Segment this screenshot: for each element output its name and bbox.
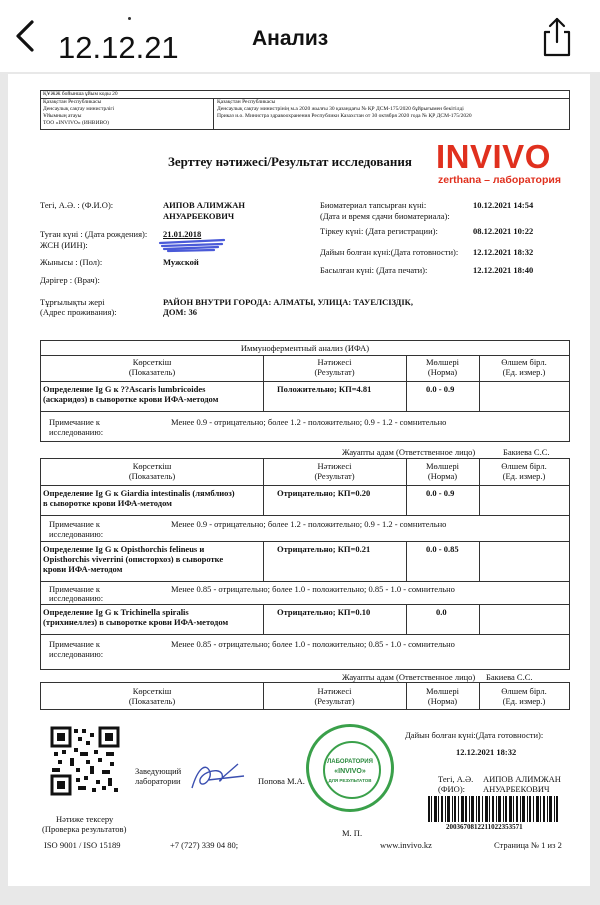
col-header: Өлшем бірл. <box>501 357 547 367</box>
check-label-2: (Проверка результатов) <box>42 824 127 834</box>
fio-2: АНУАРБЕКОВИЧ <box>483 784 550 794</box>
form-code: ҚҰЖЖ бойынша ұйым коды 20 <box>43 91 118 97</box>
note-label: исследованию: <box>49 593 104 603</box>
logo-subtitle <box>438 174 561 186</box>
test-note: Менее 0.85 - отрицательно; более 1.0 - положительно; 0.85 - 1.0 - сомнительно <box>171 584 455 594</box>
col-header: Нәтижесі <box>317 461 352 471</box>
col-header: (Ед. измер.) <box>502 696 546 706</box>
addr-label-2: (Адрес проживания): <box>40 307 117 317</box>
patient-name-1: АИПОВ АЛИМЖАН <box>163 200 246 210</box>
col-header: Мөлшері <box>426 461 459 471</box>
document-title: Зерттеу нәтижесі/Результат исследования <box>168 154 412 169</box>
results-table-3 <box>40 682 570 710</box>
col-header: (Показатель) <box>128 696 176 706</box>
col-header: (Норма) <box>427 367 458 377</box>
patient-sex: Мужской <box>163 257 199 267</box>
lab-stamp <box>306 724 394 812</box>
sex-label: Жынысы : (Пол): <box>40 257 103 267</box>
col-header: Нәтижесі <box>317 357 352 367</box>
responsible-label: Жауапты адам (Ответственное лицо) <box>342 447 476 457</box>
test-name: в сыворотке крови ИФА-методом <box>43 498 172 508</box>
test-note: Менее 0.9 - отрицательно; более 1.2 - положительно; 0.9 - 1.2 - сомнительно <box>171 417 447 427</box>
ready-date: 12.12.2021 18:32 <box>473 247 534 257</box>
section-title: Иммуноферментный анализ (ИФА) <box>240 343 370 353</box>
hdr-right-line: Қазақстан Республикасы <box>217 99 276 105</box>
qr-code <box>50 726 120 796</box>
col-header: (Результат) <box>314 367 355 377</box>
test-name: (трихинеллез) в сыворотке крови ИФА-методом <box>43 617 229 627</box>
page-number: Страница № 1 из 2 <box>494 840 562 850</box>
responsible-name: Бакиева С.С. <box>486 672 533 682</box>
test-result: Отрицательно; КП=0.10 <box>277 607 371 617</box>
col-header: (Показатель) <box>128 471 176 481</box>
document-page <box>8 74 590 886</box>
test-name: Определение Ig G к Giardia intestinalis (лямблиоз) <box>43 488 235 498</box>
col-header: Көрсеткіш <box>132 357 172 367</box>
results-table-2 <box>40 458 570 670</box>
ready-label: Дайын болған күні:(Дата готовности): <box>320 247 459 257</box>
col-header: (Ед. измер.) <box>502 471 546 481</box>
test-note: Менее 0.85 - отрицательно; более 1.0 - положительно; 0.85 - 1.0 - сомнительно <box>171 639 455 649</box>
col-header: Мөлшері <box>426 686 459 696</box>
note-label: Примечание к <box>49 417 101 427</box>
phone-label: +7 (727) 339 04 80; <box>170 840 239 850</box>
results-table-1 <box>40 340 570 442</box>
test-name: Определение Ig G к Opisthorchis felineus и <box>43 544 205 554</box>
col-header: (Результат) <box>314 471 355 481</box>
note-label: Примечание к <box>49 639 101 649</box>
share-icon[interactable] <box>540 16 574 58</box>
status-dot <box>128 17 131 20</box>
test-norm: 0.0 - 0.9 <box>426 488 455 498</box>
test-norm: 0.0 - 0.85 <box>426 544 459 554</box>
test-name: Opisthorchis viverrini (описторхоз) в сыворотке <box>43 554 224 564</box>
hdr-left-line: Денсаулық сақтау министрлігі <box>43 106 115 112</box>
footer-ready-label: Дайын болған күні:(Дата готовности): <box>405 730 544 740</box>
test-name: крови ИФА-методом <box>43 564 123 574</box>
test-note: Менее 0.9 - отрицательно; более 1.2 - положительно; 0.9 - 1.2 - сомнительно <box>171 519 447 529</box>
note-label: Примечание к <box>49 584 101 594</box>
mp-label: М. П. <box>342 828 363 838</box>
bio-date: 10.12.2021 14:54 <box>473 200 534 210</box>
check-label-1: Нәтиже тексеру <box>56 814 114 824</box>
signature <box>188 758 248 794</box>
col-header: (Ед. измер.) <box>502 367 546 377</box>
stamp-text-c: ДЛЯ РЕЗУЛЬТАТОВ <box>328 778 372 783</box>
note-label: исследованию: <box>49 427 104 437</box>
bio-label-1: Биоматериал тапсырған күні: <box>320 200 427 210</box>
logo-sub-b: – лаборатория <box>484 174 561 186</box>
nav-bar <box>0 0 600 72</box>
bio-label-2: (Дата и время сдачи биоматериала): <box>320 211 450 221</box>
test-name: Определение Ig G к Trichinella spiralis <box>43 607 189 617</box>
print-date: 12.12.2021 18:40 <box>473 265 534 275</box>
hdr-right-line: Денсаулық сақтау министрінің м.а 2020 жылғы 30 қазандағы № ҚР ДСМ-175/2020 бұйрығымен бекітілді <box>217 106 464 112</box>
note-label: исследованию: <box>49 529 104 539</box>
hdr-left-line: Қазақстан Республикасы <box>43 99 102 105</box>
col-header: Өлшем бірл. <box>501 686 547 696</box>
test-norm: 0.0 - 0.9 <box>426 384 455 394</box>
test-name: Определение Ig G к ??Ascaris lumbricoides <box>43 384 206 394</box>
test-result: Положительно; КП=4.81 <box>277 384 372 394</box>
col-header: (Норма) <box>427 471 458 481</box>
nav-date: 12.12.21 <box>58 30 179 65</box>
col-header: Нәтижесі <box>317 686 352 696</box>
col-header: Көрсеткіш <box>132 686 172 696</box>
barcode-number: 20036708122110223535​71 <box>446 823 523 831</box>
note-label: исследованию: <box>49 649 104 659</box>
redaction-scribble <box>158 237 228 255</box>
col-header: (Показатель) <box>128 367 176 377</box>
stamp-text-a: ЛАБОРАТОРИЯ <box>327 759 373 765</box>
fio-label-1: Тегі, А.Ә. <box>438 774 474 784</box>
test-result: Отрицательно; КП=0.21 <box>277 544 371 554</box>
patient-addr-1: РАЙОН ВНУТРИ ГОРОДА: АЛМАТЫ, УЛИЦА: ТАУЕЛСІЗДІК, <box>163 297 413 307</box>
responsible-name: Бакиева С.С. <box>503 447 550 457</box>
col-header: (Норма) <box>427 696 458 706</box>
head-label-1: Заведующий <box>135 766 182 776</box>
fio-label-2: (ФИО): <box>438 784 466 794</box>
test-result: Отрицательно; КП=0.20 <box>277 488 371 498</box>
col-header: Мөлшері <box>426 357 459 367</box>
head-name: Попова М.А. <box>258 776 305 786</box>
print-label: Басылған күні: (Дата печати): <box>320 265 428 275</box>
addr-label-1: Тұрғылықты жері <box>40 297 105 307</box>
iin-label: ЖСН (ИИН): <box>40 240 88 250</box>
head-label-2: лаборатории <box>135 776 181 786</box>
col-header: (Результат) <box>314 696 355 706</box>
name-label: Тегі, А.Ә. : (Ф.И.О): <box>40 200 114 210</box>
hdr-left-line: ТОО «INVIVO» (ИНВИВО) <box>43 120 109 126</box>
col-header: Өлшем бірл. <box>501 461 547 471</box>
patient-dob: 21.01.2018 <box>163 229 202 239</box>
reg-date: 08.12.2021 10:22 <box>473 226 534 236</box>
back-chevron-icon[interactable] <box>10 18 40 54</box>
site-link[interactable]: www.invivo.kz <box>380 840 432 850</box>
reg-label: Тіркеу күні: (Дата регистрации): <box>320 226 438 236</box>
test-norm: 0.0 <box>436 607 447 617</box>
invivo-logo: INVIVO <box>436 138 551 175</box>
form-header <box>40 90 570 130</box>
doctor-label: Дәрігер : (Врач): <box>40 275 100 285</box>
hdr-left-line: Ұйымның атауы <box>43 113 82 119</box>
hdr-right-line: Приказ и.о. Министра здравоохранения Республики Казахстан от 30 октября 2020 года № ҚР ДСМ-175/2020 <box>217 113 472 119</box>
logo-sub-a: zerthana <box>438 174 482 186</box>
nav-title: Анализ <box>252 27 329 50</box>
col-header: Көрсеткіш <box>132 461 172 471</box>
note-label: Примечание к <box>49 519 101 529</box>
iso-label: ISO 9001 / ISO 15189 <box>44 840 121 850</box>
footer-ready-date: 12.12.2021 18:32 <box>456 747 517 757</box>
dob-label: Туған күні : (Дата рождения): <box>40 229 148 239</box>
fio-1: АИПОВ АЛИМЖАН <box>483 774 561 784</box>
barcode <box>428 796 558 822</box>
patient-name-2: АНУАРБЕКОВИЧ <box>163 211 235 221</box>
responsible-label: Жауапты адам (Ответственное лицо) <box>342 672 476 682</box>
patient-addr-2: ДОМ: 36 <box>163 307 197 317</box>
stamp-text-b: «INVIVO» <box>334 768 366 775</box>
test-name: (аскаридоз) в сыворотке крови ИФА-методом <box>43 394 219 404</box>
